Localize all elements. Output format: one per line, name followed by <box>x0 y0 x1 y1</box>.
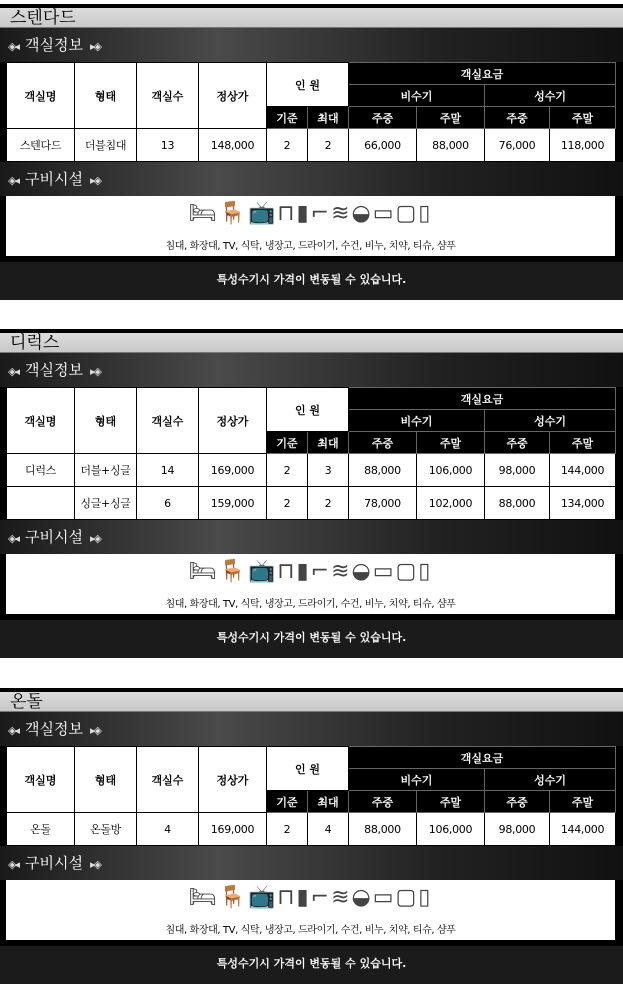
table-row <box>7 487 616 520</box>
cell-name: 디럭스 <box>7 454 75 487</box>
facilities-header-label: 구비시설 <box>24 854 83 872</box>
header-occupancy: 인 원 <box>267 63 349 107</box>
fridge-icon: ▮ <box>296 559 311 584</box>
facility-icons <box>6 884 615 912</box>
facilities-header <box>0 162 623 196</box>
header-peak-season: 성수기 <box>485 85 616 107</box>
header-rates: 객실요금 <box>349 63 616 85</box>
header-name: 객실명 <box>7 747 75 813</box>
vanity-icon: 🪑 <box>218 885 248 910</box>
price-notice: 특성수기시 가격이 변동될 수 있습니다. <box>216 631 407 644</box>
ornament-icon: ▸◈ <box>89 532 100 545</box>
cell-peak-weekday: 88,000 <box>485 487 550 520</box>
header-weekday: 주중 <box>485 791 550 813</box>
shampoo-icon: ▯ <box>418 201 433 226</box>
room-section <box>0 329 623 658</box>
section-header-label: 객실정보 <box>24 361 83 379</box>
ornament-icon: ▸◈ <box>89 858 100 871</box>
tv-icon: 📺 <box>247 885 278 910</box>
facilities-text: 침대, 화장대, TV, 식탁, 냉장고, 드라이기, 수건, 비누, 치약, 티슈, 샴푸 <box>165 925 456 936</box>
toothpaste-icon: ▭ <box>372 885 396 910</box>
facilities-header <box>0 520 623 554</box>
facilities-panel <box>6 196 615 256</box>
shampoo-icon: ▯ <box>418 559 433 584</box>
header-count: 객실수 <box>137 63 199 129</box>
room-title: 스텐다드 <box>0 4 623 28</box>
ornament-icon: ◈◂ <box>8 40 18 53</box>
cell-off-weekday: 66,000 <box>349 129 417 162</box>
cell-base: 2 <box>267 813 308 846</box>
cell-price: 159,000 <box>199 487 267 520</box>
cell-count: 14 <box>137 454 199 487</box>
header-max: 최대 <box>308 107 349 129</box>
facilities-header <box>0 846 623 880</box>
header-base: 기준 <box>267 107 308 129</box>
ornament-icon: ▸◈ <box>89 365 100 378</box>
header-occupancy: 인 원 <box>267 388 349 432</box>
towel-icon: ≋ <box>331 201 352 226</box>
header-weekend: 주말 <box>417 432 485 454</box>
cell-name <box>7 487 75 520</box>
facilities-panel <box>6 880 615 940</box>
facility-icons <box>6 558 615 586</box>
price-notice: 특성수기시 가격이 변동될 수 있습니다. <box>216 273 407 286</box>
header-weekend: 주말 <box>417 107 485 129</box>
cell-price: 169,000 <box>199 813 267 846</box>
header-weekday: 주중 <box>349 432 417 454</box>
cell-max: 2 <box>308 129 349 162</box>
header-occupancy: 인 원 <box>267 747 349 791</box>
cell-count: 6 <box>137 487 199 520</box>
rate-table <box>6 62 616 162</box>
cell-max: 2 <box>308 487 349 520</box>
facility-icons <box>6 200 615 228</box>
facilities-text: 침대, 화장대, TV, 식탁, 냉장고, 드라이기, 수건, 비누, 치약, 티슈, 샴푸 <box>165 241 456 252</box>
ornament-icon: ▸◈ <box>89 174 100 187</box>
header-weekend: 주말 <box>550 432 616 454</box>
header-max: 최대 <box>308 791 349 813</box>
fridge-icon: ▮ <box>296 885 311 910</box>
section-header-label: 객실정보 <box>24 720 83 738</box>
cell-count: 4 <box>137 813 199 846</box>
header-base: 기준 <box>267 791 308 813</box>
cell-max: 3 <box>308 454 349 487</box>
room-info-header <box>0 353 623 387</box>
facilities-header-label: 구비시설 <box>24 528 83 546</box>
header-weekday: 주중 <box>349 107 417 129</box>
room-title: 디럭스 <box>0 329 623 353</box>
header-count: 객실수 <box>137 747 199 813</box>
header-name: 객실명 <box>7 63 75 129</box>
toothpaste-icon: ▭ <box>372 201 396 226</box>
header-price: 정상가 <box>199 388 267 454</box>
header-weekend: 주말 <box>550 107 616 129</box>
tissue-icon: ▢ <box>395 885 419 910</box>
rate-table <box>6 746 616 846</box>
cell-type: 온돌방 <box>75 813 137 846</box>
header-off-season: 비수기 <box>349 85 485 107</box>
shampoo-icon: ▯ <box>418 885 433 910</box>
soap-icon: ◒ <box>351 885 373 910</box>
header-weekend: 주말 <box>550 791 616 813</box>
cell-off-weekday: 78,000 <box>349 487 417 520</box>
header-price: 정상가 <box>199 747 267 813</box>
table-icon: ⊓ <box>277 885 297 910</box>
header-weekday: 주중 <box>485 107 550 129</box>
header-weekday: 주중 <box>485 432 550 454</box>
cell-max: 4 <box>308 813 349 846</box>
facilities-panel <box>6 554 615 614</box>
cell-price: 169,000 <box>199 454 267 487</box>
header-type: 형태 <box>75 388 137 454</box>
ornament-icon: ◈◂ <box>8 532 18 545</box>
header-rates: 객실요금 <box>349 388 616 410</box>
cell-peak-weekend: 134,000 <box>550 487 616 520</box>
toothpaste-icon: ▭ <box>372 559 396 584</box>
ornament-icon: ▸◈ <box>89 724 100 737</box>
table-icon: ⊓ <box>277 559 297 584</box>
table-icon: ⊓ <box>277 201 297 226</box>
header-type: 형태 <box>75 63 137 129</box>
vanity-icon: 🪑 <box>218 201 248 226</box>
cell-price: 148,000 <box>199 129 267 162</box>
facilities-text: 침대, 화장대, TV, 식탁, 냉장고, 드라이기, 수건, 비누, 치약, 티슈, 샴푸 <box>165 599 456 610</box>
room-section <box>0 688 623 984</box>
cell-peak-weekend: 144,000 <box>550 454 616 487</box>
hairdryer-icon: ⌐ <box>310 559 332 584</box>
soap-icon: ◒ <box>351 559 373 584</box>
cell-peak-weekday: 98,000 <box>485 454 550 487</box>
header-count: 객실수 <box>137 388 199 454</box>
header-off-season: 비수기 <box>349 410 485 432</box>
cell-name: 스텐다드 <box>7 129 75 162</box>
header-weekend: 주말 <box>417 791 485 813</box>
price-notice: 특성수기시 가격이 변동될 수 있습니다. <box>216 957 407 970</box>
cell-off-weekend: 106,000 <box>417 454 485 487</box>
ornament-icon: ▸◈ <box>89 40 100 53</box>
tv-icon: 📺 <box>247 201 278 226</box>
rate-table <box>6 387 616 520</box>
cell-type: 싱글+싱글 <box>75 487 137 520</box>
header-name: 객실명 <box>7 388 75 454</box>
cell-type: 더블침대 <box>75 129 137 162</box>
room-info-header <box>0 712 623 746</box>
fridge-icon: ▮ <box>296 201 311 226</box>
header-type: 형태 <box>75 747 137 813</box>
room-section <box>0 4 623 300</box>
ornament-icon: ◈◂ <box>8 174 18 187</box>
tissue-icon: ▢ <box>395 559 419 584</box>
cell-off-weekend: 106,000 <box>417 813 485 846</box>
bed-icon: 🛏 <box>188 201 219 226</box>
ornament-icon: ◈◂ <box>8 365 18 378</box>
cell-off-weekday: 88,000 <box>349 454 417 487</box>
header-rates: 객실요금 <box>349 747 616 769</box>
vanity-icon: 🪑 <box>218 559 248 584</box>
room-title: 온돌 <box>0 688 623 712</box>
cell-name: 온돌 <box>7 813 75 846</box>
towel-icon: ≋ <box>331 559 352 584</box>
section-header-label: 객실정보 <box>24 36 83 54</box>
room-info-header <box>0 28 623 62</box>
soap-icon: ◒ <box>351 201 373 226</box>
header-peak-season: 성수기 <box>485 410 616 432</box>
table-row <box>7 813 616 846</box>
hairdryer-icon: ⌐ <box>310 885 332 910</box>
cell-type: 더블+싱글 <box>75 454 137 487</box>
cell-off-weekend: 88,000 <box>417 129 485 162</box>
header-off-season: 비수기 <box>349 769 485 791</box>
ornament-icon: ◈◂ <box>8 858 18 871</box>
table-row <box>7 129 616 162</box>
cell-peak-weekday: 98,000 <box>485 813 550 846</box>
cell-count: 13 <box>137 129 199 162</box>
bed-icon: 🛏 <box>188 559 219 584</box>
cell-off-weekend: 102,000 <box>417 487 485 520</box>
cell-peak-weekend: 144,000 <box>550 813 616 846</box>
header-peak-season: 성수기 <box>485 769 616 791</box>
header-weekday: 주중 <box>349 791 417 813</box>
cell-peak-weekday: 76,000 <box>485 129 550 162</box>
tissue-icon: ▢ <box>395 201 419 226</box>
ornament-icon: ◈◂ <box>8 724 18 737</box>
hairdryer-icon: ⌐ <box>310 201 332 226</box>
towel-icon: ≋ <box>331 885 352 910</box>
facilities-header-label: 구비시설 <box>24 170 83 188</box>
tv-icon: 📺 <box>247 559 278 584</box>
bed-icon: 🛏 <box>188 885 219 910</box>
header-max: 최대 <box>308 432 349 454</box>
table-row <box>7 454 616 487</box>
cell-off-weekday: 88,000 <box>349 813 417 846</box>
cell-base: 2 <box>267 487 308 520</box>
cell-base: 2 <box>267 129 308 162</box>
cell-base: 2 <box>267 454 308 487</box>
cell-peak-weekend: 118,000 <box>550 129 616 162</box>
header-price: 정상가 <box>199 63 267 129</box>
header-base: 기준 <box>267 432 308 454</box>
